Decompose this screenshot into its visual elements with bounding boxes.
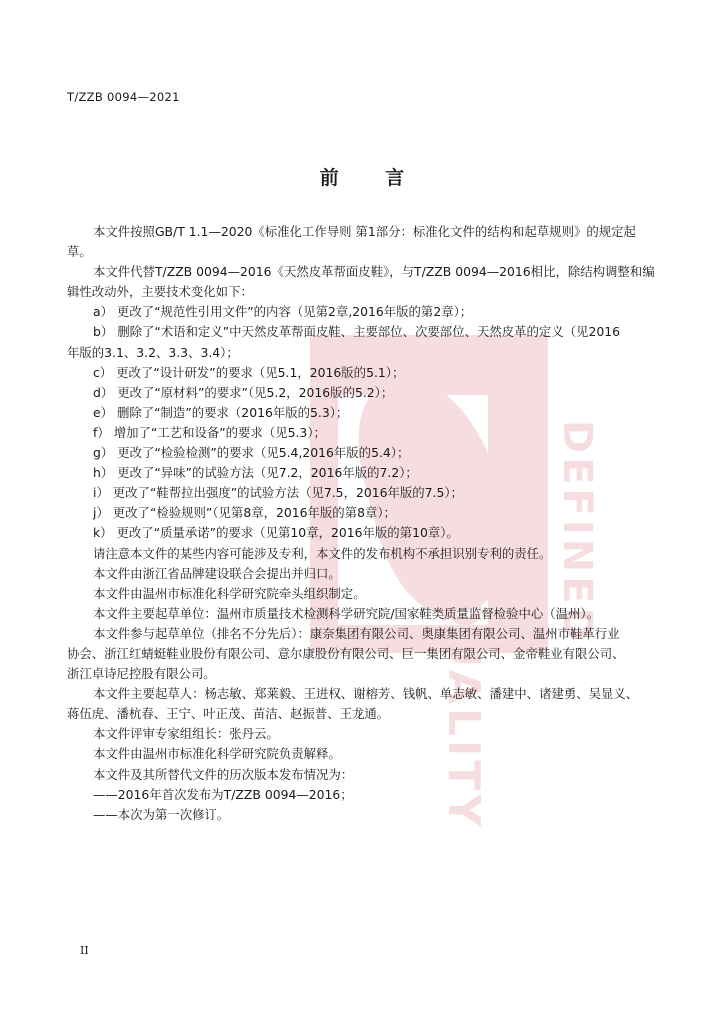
- watermark-text-defined: DEFINED: [554, 420, 600, 645]
- standard-number: T/ZZB 0094—2021: [67, 90, 180, 104]
- text-line: h） 更改了“异味”的试验方法（见7.2，2016年版的7.2）；: [93, 465, 418, 481]
- text-line: 年版的3.1、3.2、3.3、3.4）；: [67, 344, 239, 360]
- text-line: a） 更改了“规范性引用文件”的内容（见第2章,2016年版的第2章）；: [93, 304, 473, 320]
- text-line: 本文件按照GB/T 1.1—2020《标准化工作导则 第1部分：标准化文件的结构和起草规则》的规定起: [93, 224, 636, 239]
- text-line: ——2016年首次发布为T/ZZB 0094—2016；: [93, 786, 353, 802]
- text-line: 本文件主要起草单位：温州市质量技术检测科学研究院/国家鞋类质量监督检验中心（温州）。: [93, 605, 599, 621]
- text-line: 协会、浙江红蜻蜓鞋业股份有限公司、意尔康股份有限公司、巨一集团有限公司、金帝鞋业有限公司、: [67, 645, 625, 661]
- text-line: f） 增加了“工艺和设备”的要求（见5.3）；: [93, 424, 326, 440]
- text-line: 本文件参与起草单位（排名不分先后）：康奈集团有限公司、奥康集团有限公司、温州市鞋革行业: [93, 625, 620, 641]
- text-line: g） 更改了“检验检测”的要求（见5.4,2016年版的5.4）；: [93, 445, 410, 461]
- text-line: 浙江卓诗尼控股有限公司。: [67, 666, 216, 682]
- text-line: 本文件由温州市标准化科学研究院牵头组织制定。: [93, 585, 366, 601]
- page-title: 前 言: [319, 167, 425, 189]
- text-line: 草。: [67, 244, 92, 260]
- text-line: 本文件主要起草人：杨志敏、郑莱毅、王进权、谢榕芳、钱帆、单志敏、潘建中、诸建勇、吴显义、: [93, 686, 639, 702]
- text-line: ——本次为第一次修订。: [93, 806, 230, 822]
- text-line: 本文件及其所替代文件的历次版本发布情况为：: [93, 766, 354, 782]
- text-line: 请注意本文件的某些内容可能涉及专利，本文件的发布机构不承担识别专利的责任。: [93, 545, 552, 561]
- text-line: i） 更改了“鞋帮拉出强度”的试验方法（见7.5，2016年版的7.5）；: [93, 485, 463, 501]
- text-line: 本文件由温州市标准化科学研究院负责解释。: [93, 746, 341, 762]
- text-line: e） 删除了“制造”的要求（2016年版的5.3）；: [93, 404, 349, 420]
- text-line: d） 更改了“原材料”的要求”（见5.2，2016版的5.2）；: [93, 384, 394, 400]
- text-line: c） 更改了“设计研发”的要求（见5.1，2016版的5.1）；: [93, 364, 405, 380]
- text-line: 本文件由浙江省品牌建设联合会提出并归口。: [93, 565, 341, 581]
- page-number: II: [80, 944, 89, 957]
- text-line: b） 删除了“术语和定义”中天然皮革帮面皮鞋、主要部位、次要部位、天然皮革的定义（见2016: [93, 324, 621, 340]
- foreword-body: [67, 222, 655, 825]
- text-line: 本文件评审专家组组长：张丹云。: [93, 726, 279, 742]
- text-line: 本文件代替T/ZZB 0094—2016《天然皮革帮面皮鞋》，与T/ZZB 0094—2016相比，除结构调整和编: [93, 264, 655, 280]
- watermark-text-quality: QUALITY: [438, 590, 489, 831]
- text-line: j） 更改了“检验规则”（见第8章，2016年版的第8章）；: [93, 505, 396, 521]
- text-line: 辑性改动外，主要技术变化如下：: [67, 284, 253, 300]
- text-line: k） 更改了“质量承诺”的要求（见第10章，2016年版的第10章）。: [93, 525, 459, 541]
- text-line: 蒋伍虎、潘杭春、王宁、叶正茂、苗洁、赵振普、王龙通。: [67, 706, 390, 722]
